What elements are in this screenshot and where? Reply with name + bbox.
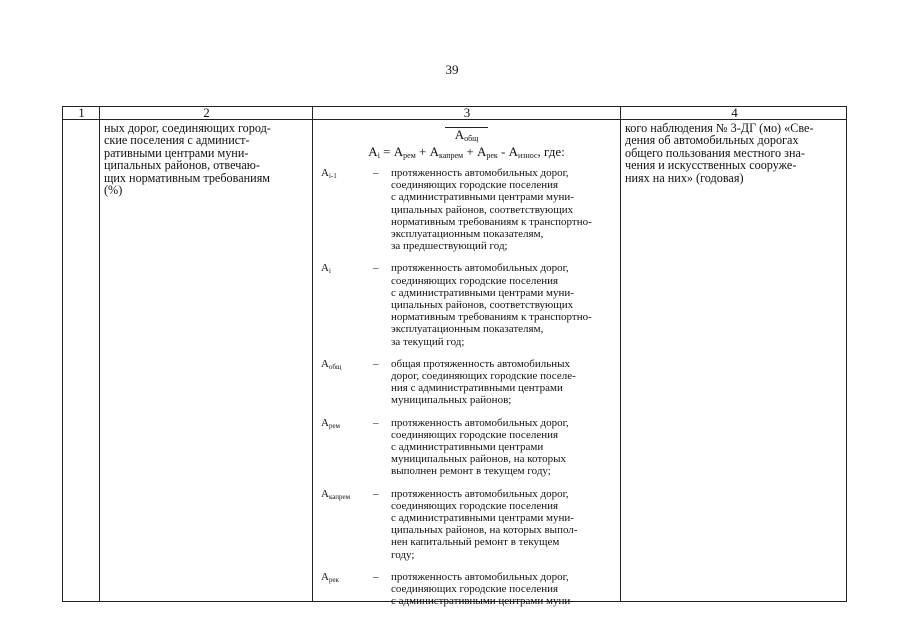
definition-symbol: $А_{капрем}$ <box>321 487 351 501</box>
definition-item <box>321 262 616 347</box>
header-col-1: 1 <box>78 105 85 120</box>
column-divider <box>312 107 313 601</box>
fraction-denominator: $А_{общ}$ <box>313 127 620 145</box>
definition-dash: – <box>373 262 379 275</box>
header-col-4: 4 <box>731 105 738 120</box>
text-line: кого наблюдения № 3-ДГ (мо) «Све- <box>625 121 814 135</box>
page-number: 39 <box>445 62 459 77</box>
definitions-list <box>321 167 616 618</box>
definition-text: общая протяженность автомобильных дорог, соединяющих городские поселе- ния с административными центрами муниципальных районов; <box>391 357 576 407</box>
definition-text: протяженность автомобильных дорог, соединяющих городские поселения с административными центрами муни- <box>391 570 574 608</box>
definition-dash: – <box>373 570 379 583</box>
text-line: ниях на них» (годовая) <box>625 170 744 185</box>
definition-text: протяженность автомобильных дорог, соединяющих городские поселения с административными центрами муни- ципальных районов, на которых выпол- нен капитальный ремонт в текущем году; <box>391 487 578 561</box>
definition-dash: – <box>373 487 379 500</box>
definition-dash: – <box>373 416 379 429</box>
text-line: чения и искусственных сооруже- <box>625 158 797 173</box>
header-col-2: 2 <box>203 105 210 120</box>
definition-dash: – <box>373 167 379 179</box>
definition-item <box>321 571 616 608</box>
definition-item <box>321 167 616 252</box>
formula: $А_i = А_{рем} + А_{капрем} + А_{рек} - А_{износ}$, где: <box>368 144 565 160</box>
text-line: дения об автомобильных дорогах <box>625 133 799 148</box>
header-col-3: 3 <box>463 105 471 120</box>
indicator-table <box>62 105 847 608</box>
definition-symbol: $А_{рем}$ <box>321 416 340 430</box>
definition-symbol: $А_{i-1}$ <box>321 167 337 180</box>
text-line: ных дорог, соединяющих город- <box>104 121 271 135</box>
definition-symbol: $А_{общ}$ <box>321 357 342 371</box>
definition-dash: – <box>373 357 379 370</box>
data-source-cell <box>621 121 847 185</box>
text-line: ративными центрами муни- <box>104 145 249 160</box>
indicator-name-cell <box>100 121 312 197</box>
text-line: щих нормативным требованиям <box>104 170 271 185</box>
text-line: ципальных районов, отвечаю- <box>104 158 260 173</box>
text-line: ские поселения с админист- <box>104 133 250 148</box>
table-header-row <box>63 107 846 120</box>
definition-item <box>321 488 616 561</box>
definition-text: протяженность автомобильных дорог, соединяющих городские поселения с административными центрами муни- ципальных районов, соответствующих нормативным требованиям к транспортно- эксплуатационным показателям, за предшествующий год; <box>391 167 592 253</box>
text-line: общего пользования местного зна- <box>625 145 805 160</box>
definition-item <box>321 417 616 478</box>
text-line: (%) <box>104 183 123 198</box>
definition-text: протяженность автомобильных дорог, соединяющих городские поселения с административными центрами муни- ципальных районов, соответствующих нормативным требованиям к транспортно- эксплуатационным показателям, за текущий год; <box>391 262 592 348</box>
definition-item <box>321 358 616 407</box>
definition-text: протяженность автомобильных дорог, соединяющих городские поселения с административными центрами муниципальных районов, на которых выполнен ремонт в текущем году; <box>391 416 569 478</box>
definition-symbol: $А_{рек}$ <box>321 570 339 584</box>
definition-symbol: $А_i$ <box>321 262 331 276</box>
